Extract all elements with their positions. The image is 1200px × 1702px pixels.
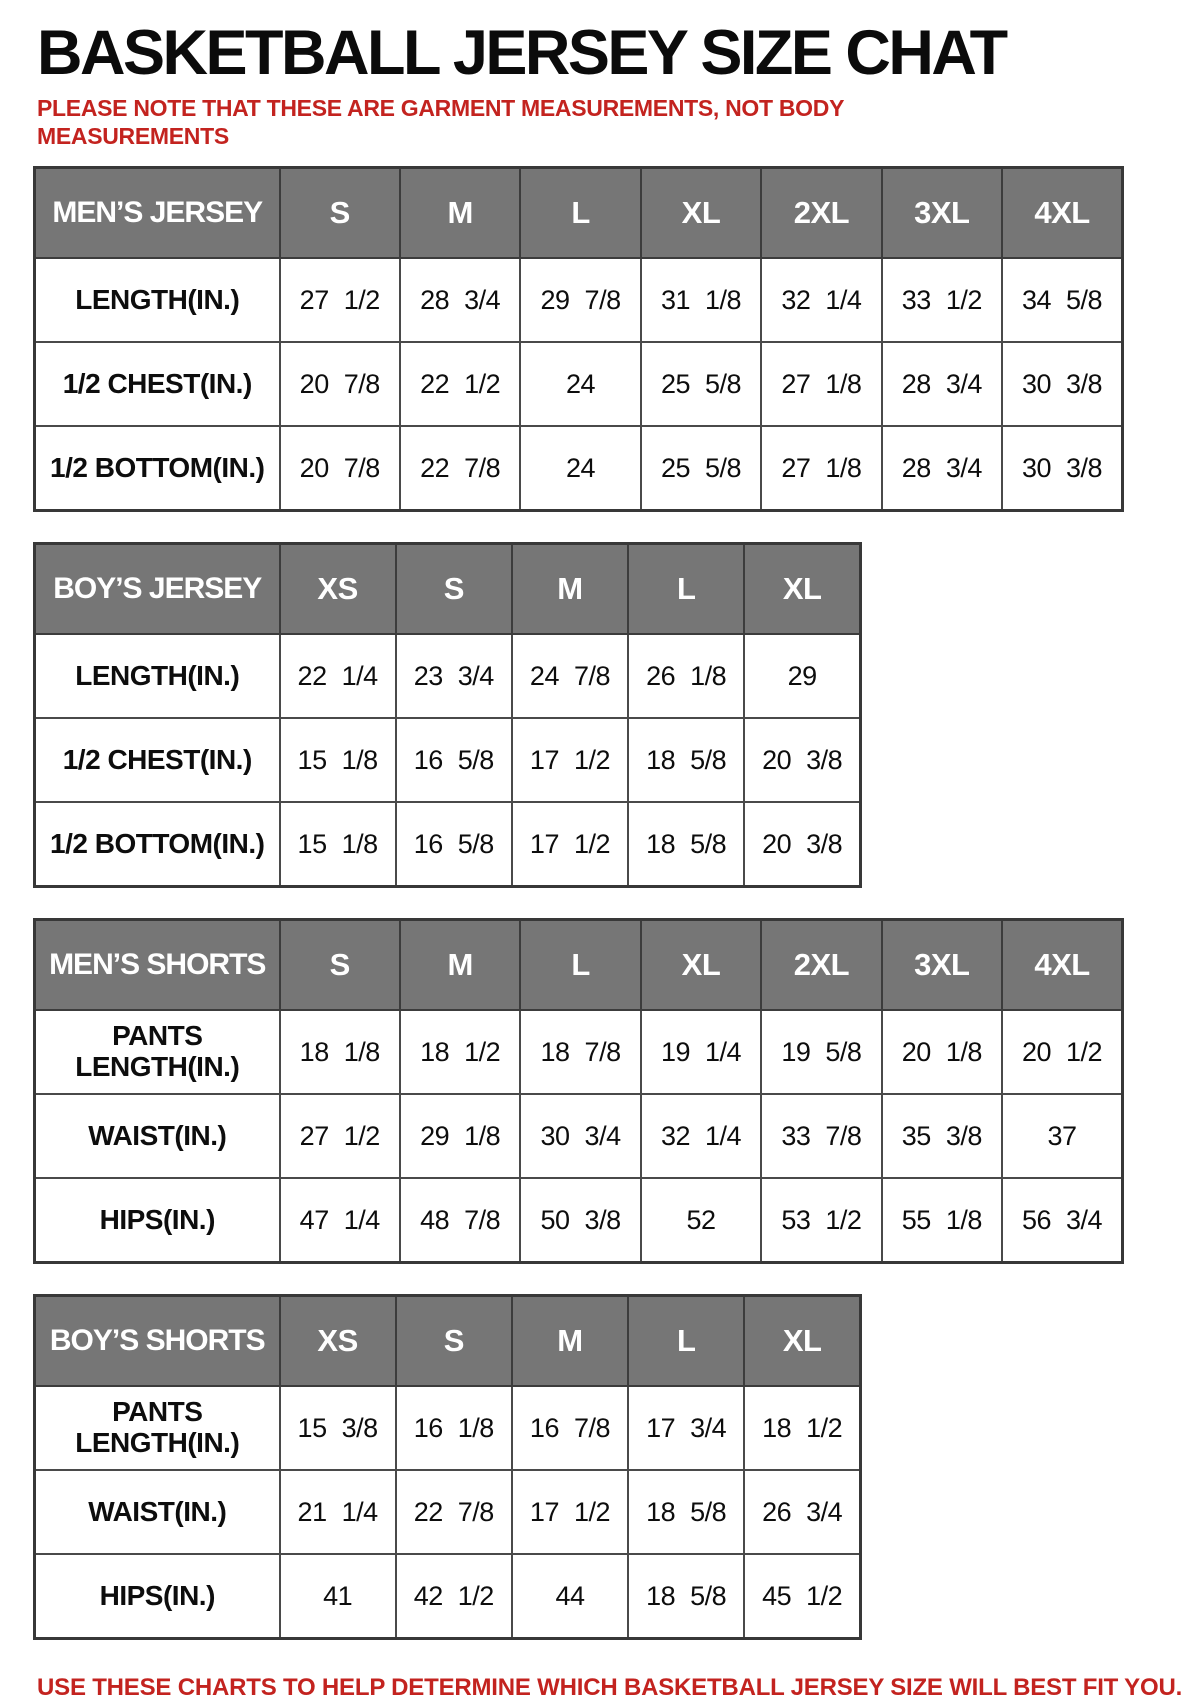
table-title-cell-mens-jersey: MEN’S JERSEY [35, 168, 280, 259]
size-value-cell: 53 1/2 [761, 1178, 881, 1263]
size-value-cell: 20 7/8 [280, 426, 400, 511]
size-column-header: S [396, 1296, 512, 1387]
size-value-cell: 29 7/8 [520, 258, 640, 342]
table-title-cell-boys-shorts: BOY’S SHORTS [35, 1296, 280, 1387]
size-value-cell: 47 1/4 [280, 1178, 400, 1263]
footer-note: USE THESE CHARTS TO HELP DETERMINE WHICH BASKETBALL JERSEY SIZE WILL BEST FIT YOU. [37, 1674, 1183, 1702]
measurement-row [35, 634, 861, 718]
size-value-cell: 21 1/4 [280, 1470, 396, 1554]
size-column-header: 4XL [1002, 168, 1122, 259]
size-table-mens-jersey [33, 166, 1124, 512]
size-value-cell: 33 7/8 [761, 1094, 881, 1178]
size-value-cell: 32 1/4 [761, 258, 881, 342]
size-value-cell: 20 3/8 [744, 802, 860, 887]
size-column-header: 3XL [882, 920, 1002, 1011]
size-value-cell: 16 5/8 [396, 718, 512, 802]
size-value-cell: 16 1/8 [396, 1386, 512, 1470]
size-value-cell: 18 5/8 [628, 718, 744, 802]
size-value-cell: 22 1/4 [280, 634, 396, 718]
size-value-cell: 35 3/8 [882, 1094, 1002, 1178]
size-value-cell: 50 3/8 [520, 1178, 640, 1263]
size-value-cell: 20 1/8 [882, 1010, 1002, 1094]
size-column-header: 2XL [761, 920, 881, 1011]
size-value-cell: 28 3/4 [400, 258, 520, 342]
size-value-cell: 20 1/2 [1002, 1010, 1122, 1094]
measurement-row [35, 258, 1123, 342]
size-column-header: XL [744, 544, 860, 635]
size-column-header: XL [744, 1296, 860, 1387]
size-value-cell: 37 [1002, 1094, 1122, 1178]
table-header-row [35, 544, 861, 635]
size-value-cell: 30 3/4 [520, 1094, 640, 1178]
size-column-header: M [512, 1296, 628, 1387]
size-column-header: S [280, 168, 400, 259]
size-column-header: L [628, 544, 744, 635]
measurement-row [35, 1386, 861, 1470]
size-value-cell: 18 1/2 [744, 1386, 860, 1470]
size-value-cell: 24 7/8 [512, 634, 628, 718]
measurement-row [35, 1010, 1123, 1094]
size-value-cell: 24 [520, 342, 640, 426]
size-column-header: M [400, 920, 520, 1011]
size-table-boys-shorts [33, 1294, 862, 1640]
measurement-row [35, 718, 861, 802]
size-column-header: S [396, 544, 512, 635]
size-value-cell: 18 5/8 [628, 1554, 744, 1639]
size-value-cell: 17 1/2 [512, 802, 628, 887]
size-value-cell: 16 5/8 [396, 802, 512, 887]
size-value-cell: 18 1/8 [280, 1010, 400, 1094]
row-label: LENGTH(IN.) [35, 634, 280, 718]
size-column-header: L [520, 920, 640, 1011]
size-value-cell: 29 [744, 634, 860, 718]
size-value-cell: 27 1/2 [280, 258, 400, 342]
row-label: HIPS(IN.) [35, 1554, 280, 1639]
size-column-header: 3XL [882, 168, 1002, 259]
row-label: PANTS LENGTH(IN.) [35, 1386, 280, 1470]
size-value-cell: 23 3/4 [396, 634, 512, 718]
size-value-cell: 20 7/8 [280, 342, 400, 426]
size-column-header: 4XL [1002, 920, 1122, 1011]
garment-measurement-note: PLEASE NOTE THAT THESE ARE GARMENT MEASUREMENTS, NOT BODY MEASUREMENTS [37, 95, 844, 150]
row-label: PANTS LENGTH(IN.) [35, 1010, 280, 1094]
size-value-cell: 18 1/2 [400, 1010, 520, 1094]
table-header-row [35, 920, 1123, 1011]
size-value-cell: 16 7/8 [512, 1386, 628, 1470]
size-value-cell: 56 3/4 [1002, 1178, 1122, 1263]
measurement-row [35, 1094, 1123, 1178]
row-label: WAIST(IN.) [35, 1094, 280, 1178]
size-value-cell: 27 1/8 [761, 426, 881, 511]
size-value-cell: 29 1/8 [400, 1094, 520, 1178]
size-value-cell: 15 3/8 [280, 1386, 396, 1470]
size-value-cell: 24 [520, 426, 640, 511]
size-value-cell: 22 7/8 [396, 1470, 512, 1554]
size-column-header: M [512, 544, 628, 635]
row-label: 1/2 BOTTOM(IN.) [35, 802, 280, 887]
measurement-row [35, 802, 861, 887]
tables-container [33, 166, 1200, 1640]
row-label: LENGTH(IN.) [35, 258, 280, 342]
size-value-cell: 30 3/8 [1002, 426, 1122, 511]
table-header-row [35, 168, 1123, 259]
size-column-header: XS [280, 544, 396, 635]
size-value-cell: 20 3/8 [744, 718, 860, 802]
size-column-header: L [628, 1296, 744, 1387]
size-column-header: XL [641, 920, 761, 1011]
measurement-row [35, 1178, 1123, 1263]
size-value-cell: 17 1/2 [512, 718, 628, 802]
size-value-cell: 18 5/8 [628, 802, 744, 887]
size-value-cell: 18 7/8 [520, 1010, 640, 1094]
size-table-mens-shorts [33, 918, 1124, 1264]
size-value-cell: 48 7/8 [400, 1178, 520, 1263]
size-value-cell: 34 5/8 [1002, 258, 1122, 342]
row-label: 1/2 CHEST(IN.) [35, 342, 280, 426]
size-column-header: S [280, 920, 400, 1011]
measurement-row [35, 1470, 861, 1554]
size-value-cell: 41 [280, 1554, 396, 1639]
size-value-cell: 15 1/8 [280, 802, 396, 887]
size-column-header: 2XL [761, 168, 881, 259]
size-value-cell: 42 1/2 [396, 1554, 512, 1639]
size-value-cell: 19 5/8 [761, 1010, 881, 1094]
size-value-cell: 45 1/2 [744, 1554, 860, 1639]
size-value-cell: 17 1/2 [512, 1470, 628, 1554]
size-value-cell: 27 1/8 [761, 342, 881, 426]
size-value-cell: 27 1/2 [280, 1094, 400, 1178]
size-column-header: L [520, 168, 640, 259]
measurement-row [35, 426, 1123, 511]
row-label: 1/2 BOTTOM(IN.) [35, 426, 280, 511]
size-value-cell: 19 1/4 [641, 1010, 761, 1094]
table-title-cell-boys-jersey: BOY’S JERSEY [35, 544, 280, 635]
size-value-cell: 32 1/4 [641, 1094, 761, 1178]
size-table-boys-jersey [33, 542, 862, 888]
page-title: BASKETBALL JERSEY SIZE CHAT [37, 18, 1006, 88]
row-label: HIPS(IN.) [35, 1178, 280, 1263]
size-value-cell: 28 3/4 [882, 342, 1002, 426]
size-value-cell: 18 5/8 [628, 1470, 744, 1554]
size-value-cell: 15 1/8 [280, 718, 396, 802]
size-column-header: XS [280, 1296, 396, 1387]
measurement-row [35, 342, 1123, 426]
size-value-cell: 22 1/2 [400, 342, 520, 426]
size-value-cell: 25 5/8 [641, 342, 761, 426]
size-value-cell: 52 [641, 1178, 761, 1263]
size-column-header: M [400, 168, 520, 259]
size-value-cell: 44 [512, 1554, 628, 1639]
size-value-cell: 55 1/8 [882, 1178, 1002, 1263]
size-value-cell: 26 1/8 [628, 634, 744, 718]
size-value-cell: 33 1/2 [882, 258, 1002, 342]
size-value-cell: 25 5/8 [641, 426, 761, 511]
size-column-header: XL [641, 168, 761, 259]
measurement-row [35, 1554, 861, 1639]
size-value-cell: 31 1/8 [641, 258, 761, 342]
size-value-cell: 22 7/8 [400, 426, 520, 511]
row-label: 1/2 CHEST(IN.) [35, 718, 280, 802]
size-value-cell: 28 3/4 [882, 426, 1002, 511]
size-value-cell: 17 3/4 [628, 1386, 744, 1470]
table-title-cell-mens-shorts: MEN’S SHORTS [35, 920, 280, 1011]
row-label: WAIST(IN.) [35, 1470, 280, 1554]
size-value-cell: 26 3/4 [744, 1470, 860, 1554]
table-header-row [35, 1296, 861, 1387]
size-value-cell: 30 3/8 [1002, 342, 1122, 426]
